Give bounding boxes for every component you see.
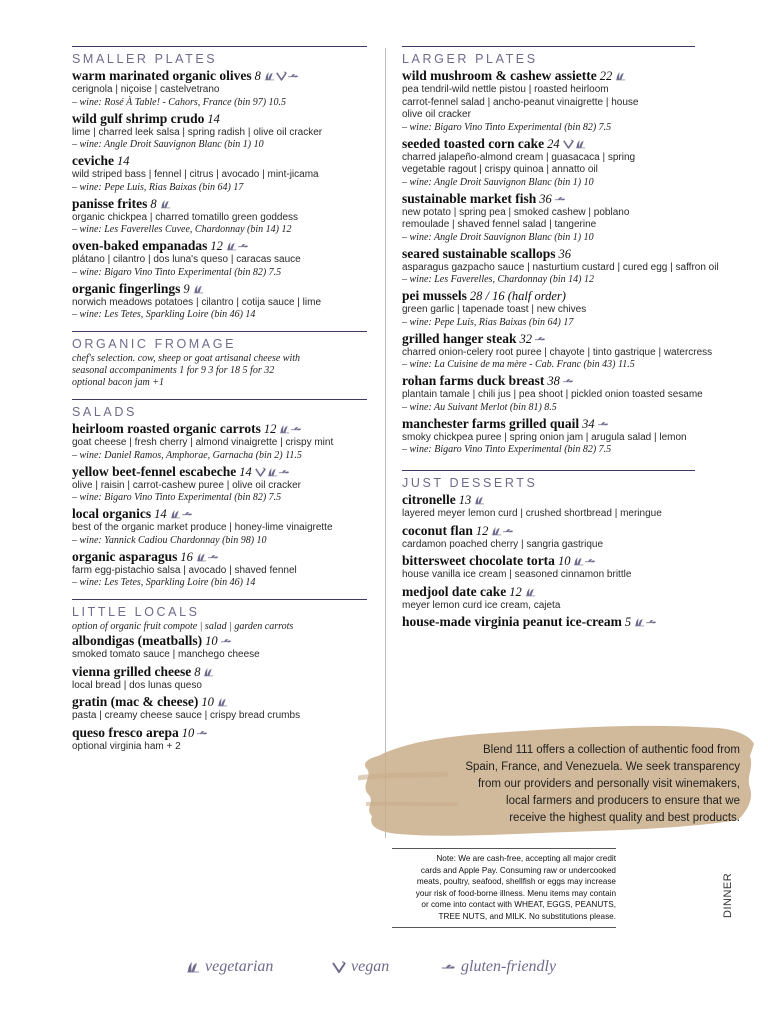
legend-vegetarian-label: vegetarian xyxy=(205,958,274,975)
section-title-organic-fromage: ORGANIC FROMAGE xyxy=(72,331,367,351)
dietary-icons xyxy=(491,526,514,536)
menu-item-title-line xyxy=(72,238,367,254)
menu-item-title-line xyxy=(402,136,764,152)
menu-item-title-line xyxy=(72,694,367,710)
menu-item-description: vegetable ragout | crispy quinoa | annatto oil xyxy=(402,164,598,175)
menu-item-description: asparagus gazpacho sauce | nasturtium custard | cured egg | saffron oil xyxy=(402,261,719,273)
menu-item xyxy=(402,68,764,134)
section-title-just-desserts: JUST DESSERTS xyxy=(402,470,695,490)
wine-pairing: – wine: Daniel Ramos, Amphorae, Garnacha (bin 2) 11.5 xyxy=(72,449,302,461)
wine-pairing: – wine: Bigaro Vino Tinto Experimental (bin 82) 7.5 xyxy=(72,492,282,503)
menu-item-name: wild mushroom & cashew assiette xyxy=(402,68,597,83)
menu-item-description: carrot-fennel salad | ancho-peanut vinaigrette | house xyxy=(402,96,639,108)
menu-item-price: 34 xyxy=(582,416,595,431)
menu-item-name: pei mussels xyxy=(402,288,467,303)
menu-item xyxy=(402,288,764,329)
menu-item xyxy=(402,416,764,457)
dietary-icons xyxy=(535,334,546,344)
menu-item-price: 12 xyxy=(210,239,223,253)
menu-item-title-line xyxy=(402,288,764,304)
vegetarian-icon xyxy=(170,509,181,519)
menu-item-description: plátano | cilantro | dos luna's queso | caracas sauce xyxy=(72,254,301,265)
menu-item-title-line xyxy=(72,464,367,480)
menu-item-name: wild gulf shrimp crudo xyxy=(72,110,205,126)
menu-item-description: layered meyer lemon curd | crushed shortbread | meringue xyxy=(402,508,662,519)
menu-item-title-line xyxy=(72,725,367,741)
menu-item-name: ceviche xyxy=(72,153,114,168)
vegan-icon xyxy=(563,139,574,149)
section-title-salads: SALADS xyxy=(72,399,367,419)
vegetarian-icon xyxy=(186,961,200,973)
menu-item-price: 14 xyxy=(207,111,220,126)
gluten-friendly-icon xyxy=(291,424,302,434)
about-statement xyxy=(400,742,740,827)
dietary-icons xyxy=(221,636,232,646)
little-locals-list xyxy=(72,633,367,753)
menu-item-title-line xyxy=(402,584,764,600)
menu-item-name: sustainable market fish xyxy=(402,190,537,206)
menu-item xyxy=(72,196,367,237)
menu-item-title-line xyxy=(72,196,367,212)
left-column xyxy=(72,46,367,755)
section-title-little-locals: LITTLE LOCALS xyxy=(72,599,367,619)
menu-item-name: organic fingerlings xyxy=(72,280,181,296)
menu-item-description: green garlic | tapenade toast | new chives xyxy=(402,304,587,315)
menu-item-name: gratin (mac & cheese) xyxy=(72,694,199,709)
menu-item xyxy=(72,421,367,462)
gluten-friendly-icon xyxy=(535,334,546,344)
menu-item-title-line xyxy=(72,506,367,522)
wine-pairing: – wine: La Cuisine de ma mère - Cab. Franc (bin 43) 11.5 xyxy=(402,359,635,370)
menu-item-price: 32 xyxy=(519,331,532,346)
menu-item-price: 36 xyxy=(558,246,572,261)
dietary-icons xyxy=(598,419,609,429)
menu-item-description: best of the organic market produce | honey-lime vinaigrette xyxy=(72,522,333,533)
menu-item-description: new potato | spring pea | smoked cashew | poblano xyxy=(402,206,630,218)
menu-item-price: 16 xyxy=(180,549,193,564)
menu-item-price: 12 xyxy=(509,584,522,599)
dietary-icons xyxy=(474,495,485,505)
menu-item-price: 10 xyxy=(201,695,214,709)
vegetarian-icon xyxy=(615,71,626,81)
gluten-friendly-icon xyxy=(182,509,193,519)
vegetarian-icon xyxy=(573,556,584,566)
just-desserts-list xyxy=(402,492,764,630)
menu-item-description: goat cheese | fresh cherry | almond vinaigrette | crispy mint xyxy=(72,437,334,448)
dietary-icons xyxy=(196,552,219,562)
wine-pairing: – wine: Au Suivant Merlot (bin 81) 8.5 xyxy=(402,401,557,413)
menu-item-name: medjool date cake xyxy=(402,583,507,599)
menu-item-name: queso fresco arepa xyxy=(72,724,179,740)
wine-pairing: – wine: Angle Droit Sauvignon Blanc (bin 1) 10 xyxy=(402,231,594,243)
gluten-friendly-icon xyxy=(646,617,657,627)
menu-item-name: warm marinated organic olives xyxy=(72,68,252,83)
little-locals-subtitle: option of organic fruit compote | salad | garden carrots xyxy=(72,621,294,632)
menu-item-description: house vanilla ice cream | seasoned cinnamon brittle xyxy=(402,569,632,580)
wine-pairing: – wine: Angle Droit Sauvignon Blanc (bin 1) 10 xyxy=(72,139,264,150)
menu-item-title-line xyxy=(402,416,764,432)
about-line: Blend 111 offers a collection of authentic food from xyxy=(483,744,740,756)
menu-item-name: rohan farms duck breast xyxy=(402,373,545,388)
menu-item-description: charred jalapeño-almond cream | guasacaca | spring xyxy=(402,151,636,163)
wine-pairing: – wine: Pepe Luis, Rias Baixas (bin 64) 17 xyxy=(402,316,574,328)
gluten-friendly-icon xyxy=(555,194,566,204)
menu-item-name: vienna grilled cheese xyxy=(72,663,192,679)
dietary-icons xyxy=(193,284,204,294)
wine-pairing: – wine: Angle Droit Sauvignon Blanc (bin 1) 10 xyxy=(402,176,594,188)
vegetarian-icon xyxy=(226,241,237,251)
menu-item xyxy=(72,111,367,152)
menu-item-name: heirloom roasted organic carrots xyxy=(72,421,261,436)
menu-item-description: charred onion-celery root puree | chayote | tinto gastrique | watercress xyxy=(402,346,713,358)
gluten-friendly-icon xyxy=(279,467,290,477)
vegetarian-icon xyxy=(267,467,278,477)
menu-item-description: lime | charred leek salsa | spring radish | olive oil cracker xyxy=(72,126,323,138)
menu-item xyxy=(72,633,367,662)
menu-item-price: 8 xyxy=(194,664,201,679)
menu-item-title-line xyxy=(72,153,367,169)
wine-pairing: – wine: Rosé À Table! - Cahors, France (bin 97) 10.5 xyxy=(72,96,287,108)
menu-item-title-line xyxy=(402,523,764,539)
wine-pairing: – wine: Bigaro Vino Tinto Experimental (bin 82) 7.5 xyxy=(72,266,282,278)
menu-item-title-line xyxy=(72,633,367,649)
gluten-friendly-icon xyxy=(585,556,596,566)
wine-pairing: – wine: Les Faverelles, Chardonnay (bin 14) 12 xyxy=(402,274,595,285)
allergy-line: your risk of food-borne illness. Menu items may contain xyxy=(415,888,616,898)
wine-pairing: – wine: Yannick Cadiou Chardonnay (bin 98) 10 xyxy=(72,534,267,546)
wine-pairing: – wine: Les Tetes, Sparkling Loire (bin 46) 14 xyxy=(72,309,256,320)
dietary-icons xyxy=(160,199,171,209)
menu-item xyxy=(72,725,367,754)
menu-item-description: olive | raisin | carrot-cashew puree | olive oil cracker xyxy=(72,479,301,491)
wine-pairing: – wine: Les Faverelles Cuvee, Chardonnay (bin 14) 12 xyxy=(72,224,292,235)
menu-item-name: bittersweet chocolate torta xyxy=(402,553,555,568)
fromage-line: seasonal accompaniments 1 for 9 3 for 18 5 for 32 xyxy=(72,365,275,376)
menu-item-name: manchester farms grilled quail xyxy=(402,415,580,431)
legend-vegetarian xyxy=(186,958,273,976)
fromage-line: chef's selection. cow, sheep or goat artisanal cheese with xyxy=(72,353,301,364)
menu-item-description: plantain tamale | chili jus | pea shoot | pickled onion toasted sesame xyxy=(402,389,703,400)
dietary-icons xyxy=(255,467,290,477)
allergy-line: Note: We are cash-free, accepting all major credit xyxy=(436,854,616,863)
menu-item-name: local organics xyxy=(72,506,152,521)
allergy-line: meats, poultry, seafood, shellfish or eggs may increase xyxy=(416,877,616,887)
menu-item-description: remoulade | shaved fennel salad | tangerine xyxy=(402,219,597,230)
menu-item xyxy=(402,584,764,613)
dietary-icons xyxy=(555,194,566,204)
vegan-icon xyxy=(255,467,266,477)
menu-item xyxy=(72,694,367,723)
dinner-side-label: DINNER xyxy=(722,872,734,918)
dietary-icons xyxy=(573,556,596,566)
menu-item xyxy=(72,464,367,505)
menu-item xyxy=(72,153,367,194)
menu-item xyxy=(402,191,764,244)
vegetarian-icon xyxy=(474,495,485,505)
dietary-icons xyxy=(170,509,193,519)
menu-item-description: local bread | dos lunas queso xyxy=(72,679,202,691)
menu-item-description: norwich meadows potatoes | cilantro | cotija sauce | lime xyxy=(72,296,322,308)
menu-item xyxy=(72,281,367,322)
salads-list xyxy=(72,421,367,589)
wine-pairing: – wine: Bigaro Vino Tinto Experimental (bin 82) 7.5 xyxy=(402,444,612,455)
dietary-icons xyxy=(217,697,228,707)
menu-item-description: meyer lemon curd ice cream, cajeta xyxy=(402,599,561,611)
menu-item-price: 12 xyxy=(263,422,277,436)
allergy-notice xyxy=(392,848,616,928)
allergy-line: or come into contact with WHEAT, EGGS, PEANUTS, xyxy=(421,900,616,910)
menu-item-title-line xyxy=(72,68,367,84)
gluten-friendly-icon xyxy=(598,419,609,429)
section-title-larger-plates: LARGER PLATES xyxy=(402,46,695,66)
menu-item-price: 9 xyxy=(183,281,190,296)
larger-plates-list xyxy=(402,68,764,456)
allergy-line: TREE NUTS, and MILK. No substitutions please. xyxy=(438,911,616,921)
vegetarian-icon xyxy=(196,552,207,562)
menu-item xyxy=(402,331,764,372)
menu-item-price: 8 xyxy=(150,196,157,211)
vegetarian-icon xyxy=(491,526,502,536)
menu-item xyxy=(402,136,764,189)
menu-item-price: 10 xyxy=(205,634,218,648)
legend-gluten-friendly-label: gluten-friendly xyxy=(461,958,557,975)
vegetarian-icon xyxy=(575,139,586,149)
dietary-icons xyxy=(226,241,249,251)
menu-item-name: grilled hanger steak xyxy=(402,330,517,346)
menu-item-price: 13 xyxy=(458,493,472,507)
smaller-plates-list xyxy=(72,68,367,321)
menu-item-name: albondigas (meatballs) xyxy=(72,633,203,648)
gluten-friendly-icon xyxy=(197,728,208,738)
about-line: Spain, France, and Venezuela. We seek transparency xyxy=(465,761,740,773)
menu-item-description: pea tendril-wild nettle pistou | roasted heirloom xyxy=(402,84,609,95)
about-line: from our providers and personally visit winemakers, xyxy=(477,778,740,790)
menu-item-price: 8 xyxy=(254,69,261,83)
menu-item-title-line xyxy=(72,549,367,565)
vegetarian-icon xyxy=(264,71,275,81)
menu-item-price: 12 xyxy=(475,523,489,538)
menu-item-title-line xyxy=(72,281,367,297)
menu-item-price: 28 / 16 (half order) xyxy=(469,289,566,303)
menu-item-name: yellow beet-fennel escabeche xyxy=(72,463,237,479)
gluten-friendly-icon xyxy=(442,961,456,973)
right-column xyxy=(402,46,764,632)
gluten-friendly-icon xyxy=(563,376,574,386)
dietary-legend xyxy=(186,958,606,982)
menu-item-title-line xyxy=(72,421,367,437)
dietary-icons xyxy=(279,424,302,434)
fromage-line: optional bacon jam +1 xyxy=(72,377,165,388)
menu-item-description: smoked tomato sauce | manchego cheese xyxy=(72,649,260,660)
gluten-friendly-icon xyxy=(221,636,232,646)
gluten-friendly-icon xyxy=(238,241,249,251)
menu-item-title-line xyxy=(402,373,764,389)
menu-item-title-line xyxy=(72,111,367,127)
vegetarian-icon xyxy=(217,697,228,707)
menu-item-description: optional virginia ham + 2 xyxy=(72,740,181,752)
menu-item-title-line xyxy=(402,553,764,569)
legend-gluten-friendly xyxy=(442,958,556,976)
menu-item-price: 36 xyxy=(539,191,552,206)
vegetarian-icon xyxy=(203,667,214,677)
menu-item-name: panisse frites xyxy=(72,195,148,211)
vegetarian-icon xyxy=(279,424,290,434)
menu-item-name: seared sustainable scallops xyxy=(402,245,556,261)
wine-pairing: – wine: Pepe Luis, Rias Baixas (bin 64) 17 xyxy=(72,181,244,193)
menu-item-description: cardamon poached cherry | sangria gastrique xyxy=(402,538,604,550)
allergy-line: cards and Apple Pay. Consuming raw or undercooked xyxy=(420,865,616,875)
fromage-description xyxy=(72,353,367,389)
menu-item xyxy=(402,523,764,552)
dietary-icons xyxy=(615,71,626,81)
menu-item-price: 14 xyxy=(154,507,167,521)
menu-item xyxy=(402,246,764,287)
legend-vegan xyxy=(332,958,389,976)
menu-item-name: oven-baked empanadas xyxy=(72,238,208,253)
dietary-icons xyxy=(525,587,536,597)
menu-item-price: 10 xyxy=(557,554,571,568)
menu-item-description: organic chickpea | charred tomatillo green goddess xyxy=(72,211,299,223)
menu-item xyxy=(72,68,367,109)
menu-item-name: house-made virginia peanut ice-cream xyxy=(402,614,622,629)
menu-item-price: 14 xyxy=(239,464,252,479)
menu-item-price: 22 xyxy=(599,69,613,83)
menu-item xyxy=(402,553,764,582)
vegetarian-icon xyxy=(525,587,536,597)
vegetarian-icon xyxy=(160,199,171,209)
menu-item xyxy=(72,664,367,693)
menu-item-title-line xyxy=(402,492,764,508)
menu-item-name: seeded toasted corn cake xyxy=(402,135,545,151)
menu-item xyxy=(72,549,367,590)
menu-item-title-line xyxy=(402,68,764,84)
vegetarian-icon xyxy=(193,284,204,294)
gluten-friendly-icon xyxy=(208,552,219,562)
menu-item-description: olive oil cracker xyxy=(402,109,471,120)
dietary-icons xyxy=(203,667,214,677)
menu-item-description: smoky chickpea puree | spring onion jam | arugula salad | lemon xyxy=(402,431,687,443)
menu-item-price: 38 xyxy=(547,374,560,388)
menu-item-title-line xyxy=(72,664,367,680)
menu-item-price: 10 xyxy=(181,725,195,740)
menu-item-title-line xyxy=(402,191,764,207)
menu-item-description: wild striped bass | fennel | citrus | avocado | mint-jicama xyxy=(72,169,319,180)
menu-item xyxy=(72,506,367,547)
gluten-friendly-icon xyxy=(503,526,514,536)
about-line: receive the highest quality and best products. xyxy=(509,812,740,824)
menu-item-price: 24 xyxy=(547,136,560,151)
dietary-icons xyxy=(264,71,299,81)
menu-item xyxy=(402,373,764,414)
vegan-icon xyxy=(276,71,287,81)
menu-item xyxy=(72,238,367,279)
menu-item-price: 14 xyxy=(116,154,130,168)
menu-item xyxy=(402,492,764,521)
menu-item-description: cerignola | niçoise | castelvetrano xyxy=(72,84,220,95)
wine-pairing: – wine: Les Tetes, Sparkling Loire (bin 46) 14 xyxy=(72,577,256,588)
menu-item-name: organic asparagus xyxy=(72,548,178,564)
menu-item-name: coconut flan xyxy=(402,522,473,538)
menu-item-title-line xyxy=(402,246,764,262)
menu-item-title-line xyxy=(402,331,764,347)
dietary-icons xyxy=(634,617,657,627)
menu-item-name: citronelle xyxy=(402,492,456,507)
menu-item-price: 5 xyxy=(624,615,632,629)
dietary-icons xyxy=(563,139,586,149)
legend-vegan-label: vegan xyxy=(351,958,390,975)
dietary-icons xyxy=(197,728,208,738)
dietary-icons xyxy=(563,376,574,386)
section-title-smaller-plates: SMALLER PLATES xyxy=(72,46,367,66)
menu-item-description: farm egg-pistachio salsa | avocado | shaved fennel xyxy=(72,564,297,576)
menu-item-description: pasta | creamy cheese sauce | crispy bread crumbs xyxy=(72,710,301,721)
menu-item xyxy=(402,614,764,630)
vegetarian-icon xyxy=(634,617,645,627)
about-line: local farmers and producers to ensure that we xyxy=(506,795,740,807)
gluten-friendly-icon xyxy=(288,71,299,81)
menu-item-title-line xyxy=(402,614,764,630)
vegan-icon xyxy=(332,961,346,973)
wine-pairing: – wine: Bigaro Vino Tinto Experimental (bin 82) 7.5 xyxy=(402,121,612,133)
